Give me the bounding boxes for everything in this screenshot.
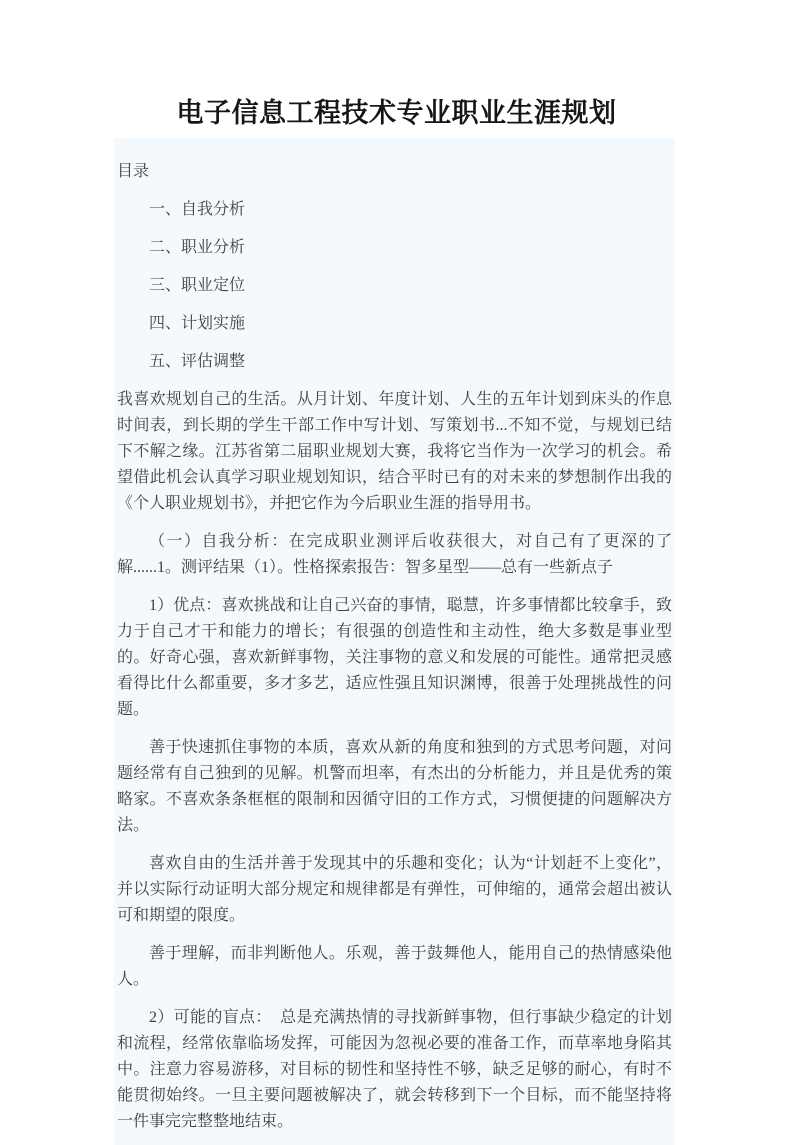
toc-item-evaluation-adjustment: 五、评估调整 — [149, 353, 246, 370]
body-paragraph-self-analysis: （一）自我分析：在完成职业测评后收获很大，对自己有了更深的了解......1。测评结果（1）。性格探索报告：智多星型——总有一些新点子 — [117, 533, 672, 576]
content-area — [114, 138, 675, 1145]
body-paragraph-intro: 我喜欢规划自己的生活。从月计划、年度计划、人生的五年计划到床头的作息时间表，到长期的学生干部工作中写计划、写策划书...不知不觉，与规划已结下不解之缘。江苏省第二届职业规划大赛，我将它当作为一次学习的机会。希望借此机会认真学习职业规划知识，结合平时已有的对未来的梦想制作出我的《个人职业规划书》，并把它作为今后职业生涯的指导用书。 — [117, 391, 672, 512]
body-paragraph-blind-spots: 2）可能的盲点： 总是充满热情的寻找新鲜事物，但行事缺少稳定的计划和流程，经常依靠临场发挥，可能因为忽视必要的准备工作，而草率地身陷其中。注意力容易游移，对目标的韧性和坚持性不够，缺乏足够的耐心，有时不能贯彻始终。一旦主要问题被解决了，就会转移到下一个目标，而不能坚持将一件事完完整整地结束。 — [117, 1009, 672, 1130]
body-paragraph-essence: 善于快速抓住事物的本质，喜欢从新的角度和独到的方式思考问题，对问题经常有自己独到的见解。机警而坦率，有杰出的分析能力，并且是优秀的策略家。不喜欢条条框框的限制和因循守旧的工作方式，习惯便捷的问题解决方法。 — [117, 739, 672, 834]
toc-item-career-positioning: 三、职业定位 — [149, 277, 246, 294]
toc-item-plan-implementation: 四、计划实施 — [149, 315, 246, 332]
toc-item-career-analysis: 二、职业分析 — [149, 239, 246, 256]
page-title: 电子信息工程技术专业职业生涯规划 — [176, 98, 617, 128]
body-paragraph-strengths: 1）优点：喜欢挑战和让自己兴奋的事情，聪慧，许多事情都比较拿手，致力于自己才干和能力的增长；有很强的创造性和主动性，绝大多数是事业型的。好奇心强，喜欢新鲜事物，关注事物的意义和发展的可能性。通常把灵感看得比什么都重要，多才多艺，适应性强且知识渊博，很善于处理挑战性的问题。 — [117, 597, 672, 718]
toc-heading: 目录 — [117, 163, 150, 180]
toc-item-self-analysis: 一、自我分析 — [149, 201, 246, 218]
body-paragraph-freedom: 喜欢自由的生活并善于发现其中的乐趣和变化；认为“计划赶不上变化”，并以实际行动证明大部分规定和规律都是有弹性，可伸缩的，通常会超出被认可和期望的限度。 — [117, 855, 672, 924]
body-paragraph-understanding: 善于理解，而非判断他人。乐观，善于鼓舞他人，能用自己的热情感染他人。 — [117, 945, 672, 988]
